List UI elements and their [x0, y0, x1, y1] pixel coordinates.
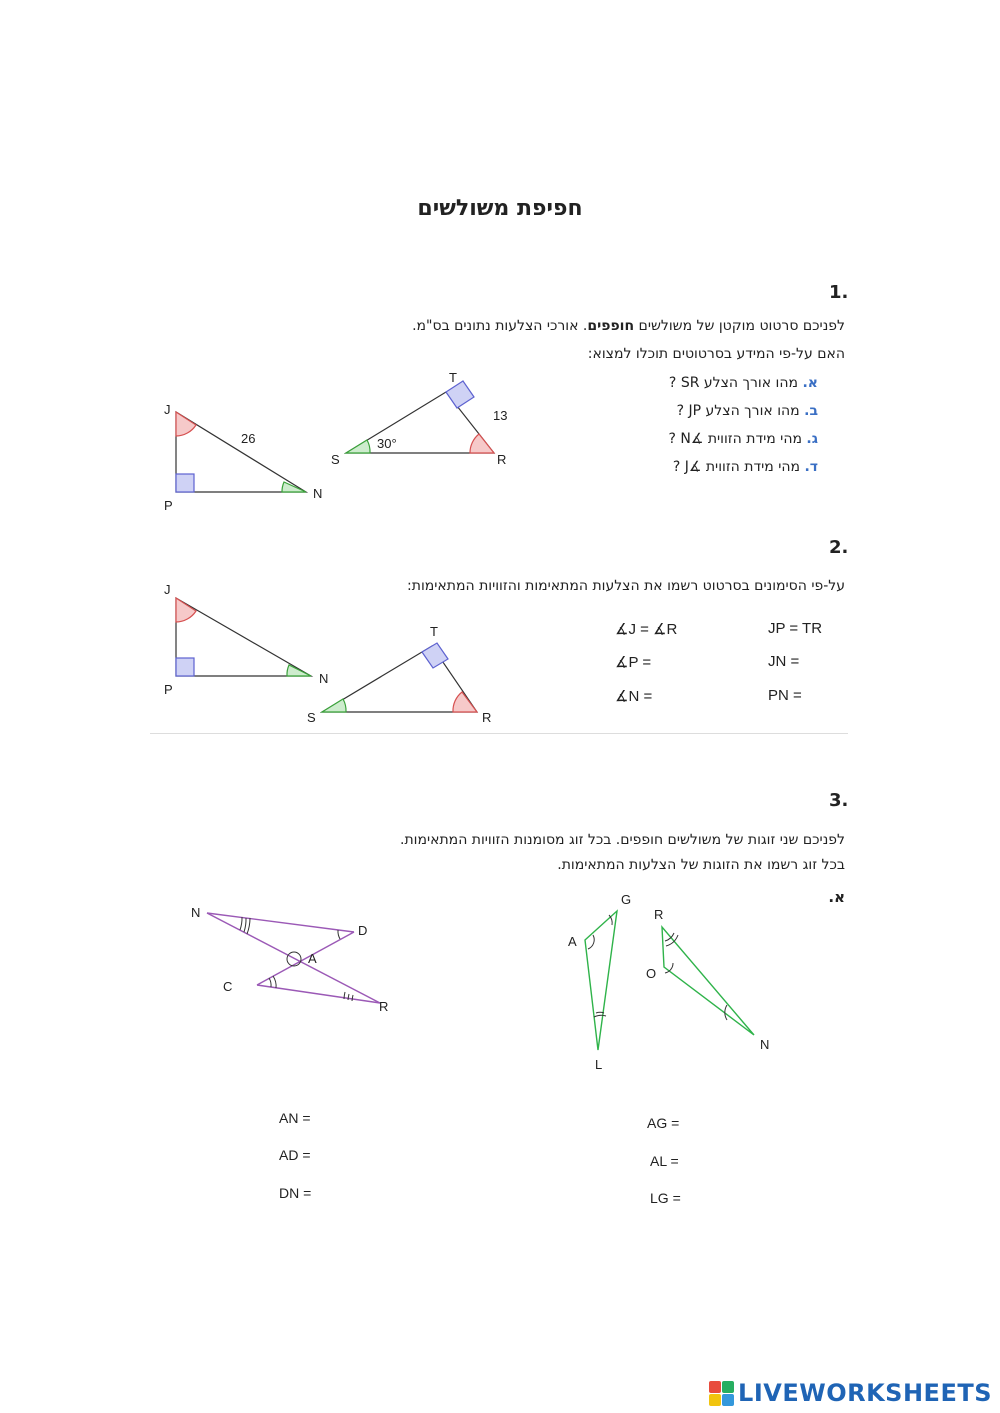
triangle-jpn [176, 412, 306, 492]
logo-text: LIVEWORKSHEETS [738, 1379, 992, 1407]
q1-item-c-letter: ג. [806, 431, 818, 447]
logo-square-3 [709, 1394, 721, 1406]
right-label-a: A [568, 934, 577, 949]
angle-s-mark-2 [322, 699, 346, 712]
q1-item-b-letter: ב. [804, 403, 818, 419]
q1-item-a-letter: א. [802, 375, 818, 391]
side-jn-length: 26 [241, 431, 256, 446]
right-label-g: G [621, 892, 632, 907]
q1-line1-bold: חופפים [587, 318, 635, 334]
q2-angle-1: ∡J = ∡R [615, 621, 678, 638]
label-p-2: P [164, 682, 173, 697]
label-t: T [449, 370, 457, 385]
q1-item-c-text: מהי מידת הזווית ∡N ? [668, 431, 802, 447]
right-triangles-lines [585, 911, 754, 1050]
q1-item-d-letter: ד. [804, 459, 818, 475]
angle-n-mark [282, 482, 306, 492]
q2-side-3: PN = [768, 687, 802, 704]
left-label-n: N [191, 905, 201, 920]
left-label-a: A [308, 951, 317, 966]
right-label-l: L [595, 1057, 603, 1072]
angle-j-mark [176, 412, 196, 436]
right-angle-t-mark [446, 381, 474, 408]
angle-s-value: 30° [377, 436, 397, 451]
q1-item-b-text: מהו אורך הצלע JP ? [676, 403, 800, 419]
logo-grid-icon [709, 1381, 734, 1406]
q1-figure [150, 360, 540, 520]
label-r-2: R [482, 710, 492, 725]
q2-side-2: JN = [768, 653, 800, 670]
right-angle-p-mark [176, 474, 194, 492]
angle-r-mark [470, 434, 494, 453]
q3-left-figure [180, 895, 410, 1025]
q3-right-figure [555, 885, 785, 1075]
q2-angle-3: ∡N = [615, 688, 653, 705]
triangle-tsr-2 [322, 643, 477, 712]
label-n-2: N [319, 671, 329, 686]
q1-item-d [673, 459, 818, 475]
angle-r-mark-2 [453, 692, 477, 712]
right-angle-p-mark-2 [176, 658, 194, 676]
left-answer-an: AN = [279, 1110, 311, 1126]
q3-number: 3. [829, 790, 849, 811]
q3-part-a: א. [828, 888, 845, 906]
page-title: חפיפת משולשים [417, 196, 583, 221]
q2-figure [150, 570, 510, 730]
q2-angle-2: ∡P = [615, 654, 652, 671]
label-t-2: T [430, 624, 438, 639]
label-s: S [331, 452, 340, 467]
q1-item-d-text: מהי מידת הזווית ∡J ? [672, 459, 800, 475]
right-label-n: N [760, 1037, 770, 1052]
left-answer-ad: AD = [279, 1147, 311, 1163]
right-answer-ag: AG = [647, 1115, 680, 1131]
bowtie-lines [207, 913, 380, 1003]
q3-line1: לפניכם שני זוגות של משולשים חופפים. בכל זוג מסומנות הזוויות המתאימות. [400, 832, 845, 848]
left-answer-dn: DN = [279, 1185, 312, 1201]
label-j-2: J [164, 582, 171, 597]
logo-square-2 [722, 1381, 734, 1393]
q1-item-c [668, 431, 818, 447]
label-s-2: S [307, 710, 316, 725]
q1-item-a [669, 375, 818, 391]
left-label-c: C [223, 979, 233, 994]
left-label-r: R [379, 999, 389, 1014]
q1-number: 1. [829, 282, 849, 303]
section-divider [150, 733, 848, 734]
q2-number: 2. [829, 537, 849, 558]
angle-n-mark-2 [287, 665, 311, 676]
label-p: P [164, 498, 173, 513]
label-n: N [313, 486, 323, 501]
label-j: J [164, 402, 171, 417]
right-answer-al: AL = [650, 1153, 679, 1169]
triangle-jpn-2 [176, 598, 311, 676]
q1-line1-end: . אורכי הצלעות נתונים בס"מ. [412, 318, 588, 334]
angle-j-mark-2 [176, 598, 196, 622]
q1-line1-text: לפניכם סרטוט מוקטן של משולשים [634, 318, 845, 334]
side-tr-length: 13 [493, 408, 508, 423]
right-label-o: O [646, 966, 657, 981]
right-answer-lg: LG = [650, 1190, 681, 1206]
q1-line2: האם על-פי המידע בסרטוטים תוכלו למצוא: [587, 346, 845, 362]
q1-item-b [677, 403, 818, 419]
logo-square-4 [722, 1394, 734, 1406]
q1-line1 [412, 318, 845, 334]
right-label-r: R [654, 907, 664, 922]
q2-instruction: על-פי הסימונים בסרטוט רשמו את הצלעות המתאימות והזוויות המתאימות: [407, 578, 845, 594]
triangle-tsr [346, 381, 494, 453]
liveworksheets-logo [709, 1378, 992, 1408]
logo-square-1 [709, 1381, 721, 1393]
angle-s-mark [346, 440, 370, 453]
q1-item-a-text: מהו אורך הצלע SR ? [668, 375, 799, 391]
left-label-d: D [358, 923, 368, 938]
q3-line2: בכל זוג רשמו את הזוגות של הצלעות המתאימות. [557, 857, 845, 873]
q2-side-1: JP = TR [768, 620, 823, 637]
label-r: R [497, 452, 507, 467]
